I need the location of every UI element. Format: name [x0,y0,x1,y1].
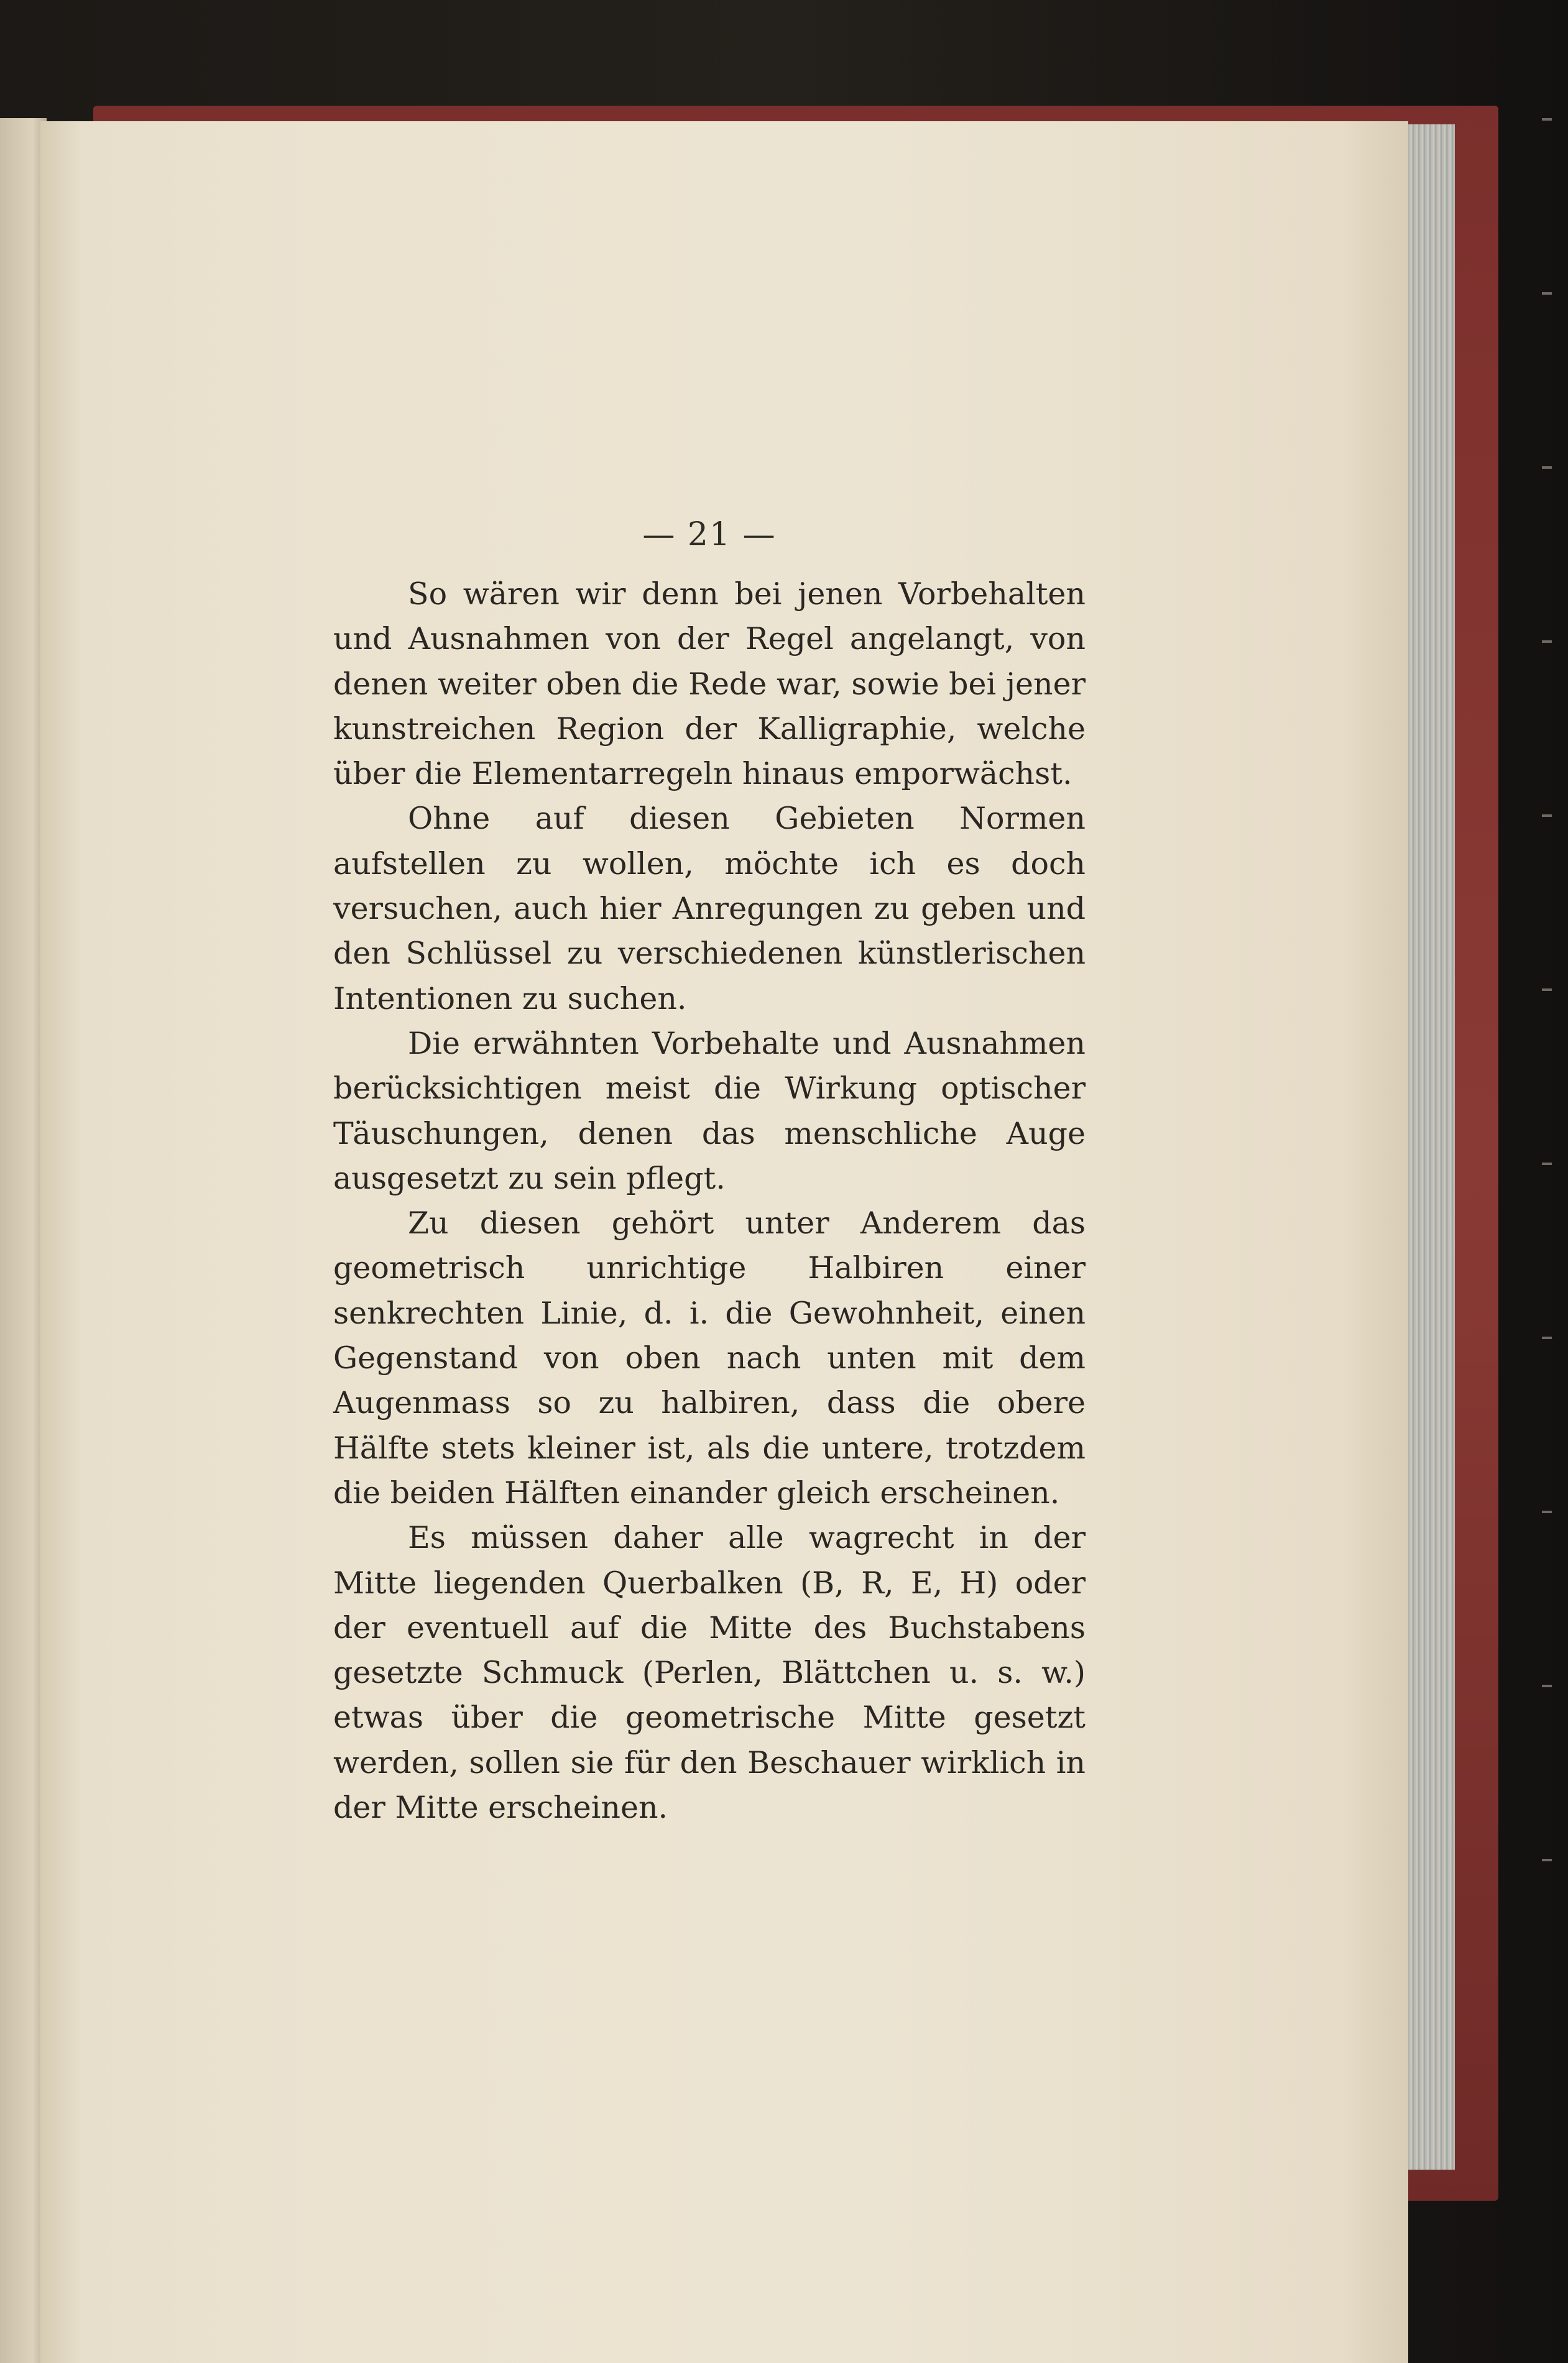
paragraph-1: So wären wir denn bei jenen Vorbehalten und Ausnahmen von der Regel angelangt, von denen weiter oben die Rede war, sowie bei jener kunstreichen Region der Kalligraphie, welche über die Elementarregeln hinaus emporwächst. [333,576,1086,792]
paragraph-3: Die erwähnten Vorbehalte und Ausnahmen berücksichtigen meist die Wirkung optischer Täuschungen, denen das menschliche Auge ausgesetzt zu sein pflegt. [333,1025,1086,1196]
paragraph-4: Zu diesen gehört unter Anderem das geometrisch unrichtige Halbiren einer senkrechten Linie, d. i. die Gewohnheit, einen Gegenstand von oben nach unten mit dem Augenmass so zu halbiren, dass die obere Hälfte stets kleiner ist, als die untere, trotzdem die beiden Hälften einander gleich erscheinen. [333,1205,1086,1511]
facing-page-edge [0,118,47,2363]
paragraph-2: Ohne auf diesen Gebieten Normen aufstellen zu wollen, möchte ich es doch versuchen, auch hier Anregungen zu geben und den Schlüssel zu verschiedenen künstlerischen Intentionen zu suchen. [333,801,1086,1016]
scanner-edge-ticks [1542,93,1554,1958]
page-number: — 21 — [642,516,777,553]
paragraph-5: Es müssen daher alle wagrecht in der Mitte liegenden Querbalken (B, R, E, H) oder der eventuell auf die Mitte des Buchstabens gesetzte Schmuck (Perlen, Blättchen u. s. w.) etwas über die geometrische Mitte gesetzt werden, sollen sie für den Beschauer wirklich in der Mitte erscheinen. [333,1520,1086,1826]
body-text [333,516,1086,1830]
